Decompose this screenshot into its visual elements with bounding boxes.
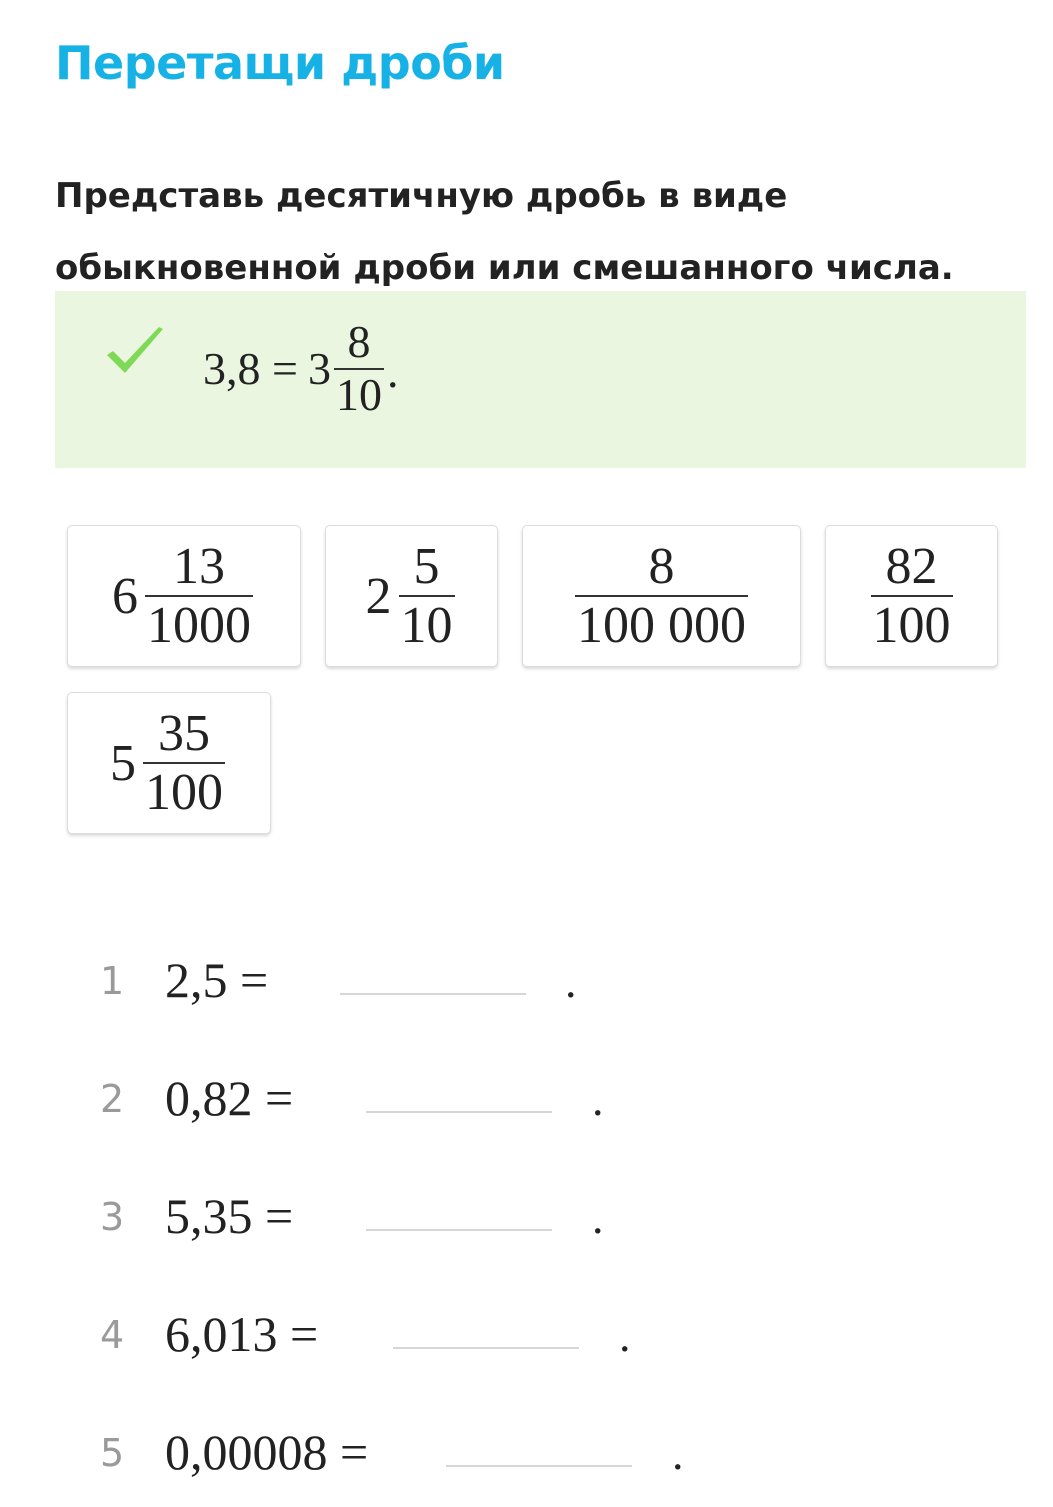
tile-denominator: 1000 [147,597,251,654]
task-row-5 [0,1417,1053,1497]
task-row-2 [0,1063,1053,1143]
example-denominator: 10 [335,368,382,420]
task-row-1 [0,945,1053,1025]
task-index: 4 [100,1313,125,1357]
tile-whole: 6 [112,567,138,625]
page-title: Перетащи дроби [55,36,505,90]
task-index: 5 [100,1431,125,1475]
example-equation [203,317,398,420]
drop-slot-2[interactable] [366,1109,552,1113]
tile-fraction [143,705,225,821]
tile-fraction [399,538,455,654]
example-period: . [386,346,399,398]
example-numerator: 8 [347,316,371,367]
task-period: . [672,1428,684,1479]
example-whole: 3 [307,343,331,395]
drop-slot-4[interactable] [393,1345,579,1349]
tile-denominator: 100 000 [577,597,746,654]
task-index: 1 [100,959,125,1003]
tile-denominator: 100 [872,597,951,654]
tile-numerator: 35 [158,704,210,762]
task-index: 2 [100,1077,125,1121]
drop-slot-3[interactable] [366,1227,552,1231]
fraction-tile-2-5-10[interactable] [325,525,498,667]
tile-fraction [871,538,953,654]
task-expression: 5,35 = [165,1188,294,1244]
task-period: . [592,1074,604,1125]
task-row-3 [0,1181,1053,1261]
task-index: 3 [100,1195,125,1239]
example-lhs: 3,8 = [203,343,298,395]
tile-fraction [575,538,748,654]
drop-slot-1[interactable] [340,991,526,995]
fraction-tile-8-100000[interactable] [522,525,801,667]
solved-example [55,291,1026,468]
tile-numerator: 8 [648,537,675,595]
fraction-tile-6-13-1000[interactable] [67,525,301,667]
task-row-4 [0,1299,1053,1379]
tile-whole: 2 [365,567,392,625]
tile-fraction [145,538,253,654]
example-fraction [334,317,384,420]
fraction-tile-5-35-100[interactable] [67,692,271,834]
task-period: . [592,1192,604,1243]
fraction-tile-82-100[interactable] [825,525,998,667]
tile-denominator: 10 [400,597,453,654]
task-expression: 2,5 = [165,952,269,1008]
task-expression: 0,00008 = [165,1424,369,1480]
checkmark-icon [103,321,167,385]
task-expression: 6,013 = [165,1306,319,1362]
task-period: . [565,956,577,1007]
task-instruction: Представь десятичную дробь в виде обыкновенной дроби или смешанного числа. [55,176,954,288]
tile-denominator: 100 [145,764,223,821]
task-expression: 0,82 = [165,1070,294,1126]
drop-slot-5[interactable] [446,1463,632,1467]
tile-numerator: 5 [413,537,440,595]
tile-whole: 5 [110,734,136,792]
task-period: . [619,1310,631,1361]
tile-numerator: 13 [173,537,225,595]
tile-numerator: 82 [885,537,938,595]
